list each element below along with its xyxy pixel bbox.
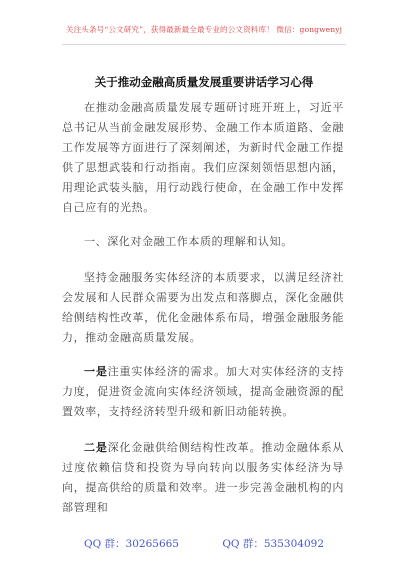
paragraph-intro <box>62 98 344 218</box>
document-title: 关于推动金融高质量发展重要讲话学习心得 <box>94 75 314 89</box>
point-1-text: 注重实体经济的需求。加大对实体经济的支持力度，促进资金流向实体经济领域，提高金融资源的配置效率，支持经济转型升级和新旧动能转换。 <box>62 365 345 418</box>
header-notice: 关注头条号“公文研究”，获得最新最全最专业的公文资料库！ 微信：gongwenyj <box>65 25 343 34</box>
paragraph-intro-text: 在推动金融高质量发展专题研讨班开班上，习近平总书记从当前金融发展形势、金融工作本质道路、金融工作发展等方面进行了深刻阐述，为新时代金融工作提供了思想武装和行动指南。我们应深刻领悟思想内涵，用理论武装头脑，用行动践行使命，在金融工作中发挥自己应有的光热。 <box>62 101 344 214</box>
section-heading-1-text: 一、深化对金融工作本质的理解和认知。 <box>84 235 293 248</box>
page-header <box>0 0 408 50</box>
page-footer <box>0 536 408 551</box>
header-divider <box>62 44 346 45</box>
footer-qq-group-1: QQ 群：30265665 <box>83 538 179 550</box>
paragraph-section-1 <box>62 268 344 348</box>
section-heading-1 <box>62 232 344 252</box>
point-2-text: 深化金融供给侧结构性改革。推动金融体系从过度依赖信贷和投资为导向转向以服务实体经济为导向，提高供给的质量和效率。进一步完善金融机构的内部管理和 <box>62 441 345 514</box>
paragraph-section-1-text: 坚持金融服务实体经济的本质要求，以满足经济社会发展和人民群众需要为出发点和落脚点，深化金融供给侧结构性改革，优化金融体系布局，增强金融服务能力，推动金融高质量发展。 <box>62 271 344 344</box>
paragraph-point-1 <box>62 362 344 422</box>
point-1-lead: 一是 <box>84 365 108 378</box>
footer-qq-group-2: QQ 群：535304092 <box>222 538 325 550</box>
point-2-lead: 二是 <box>84 441 108 454</box>
paragraph-point-2 <box>62 438 344 518</box>
